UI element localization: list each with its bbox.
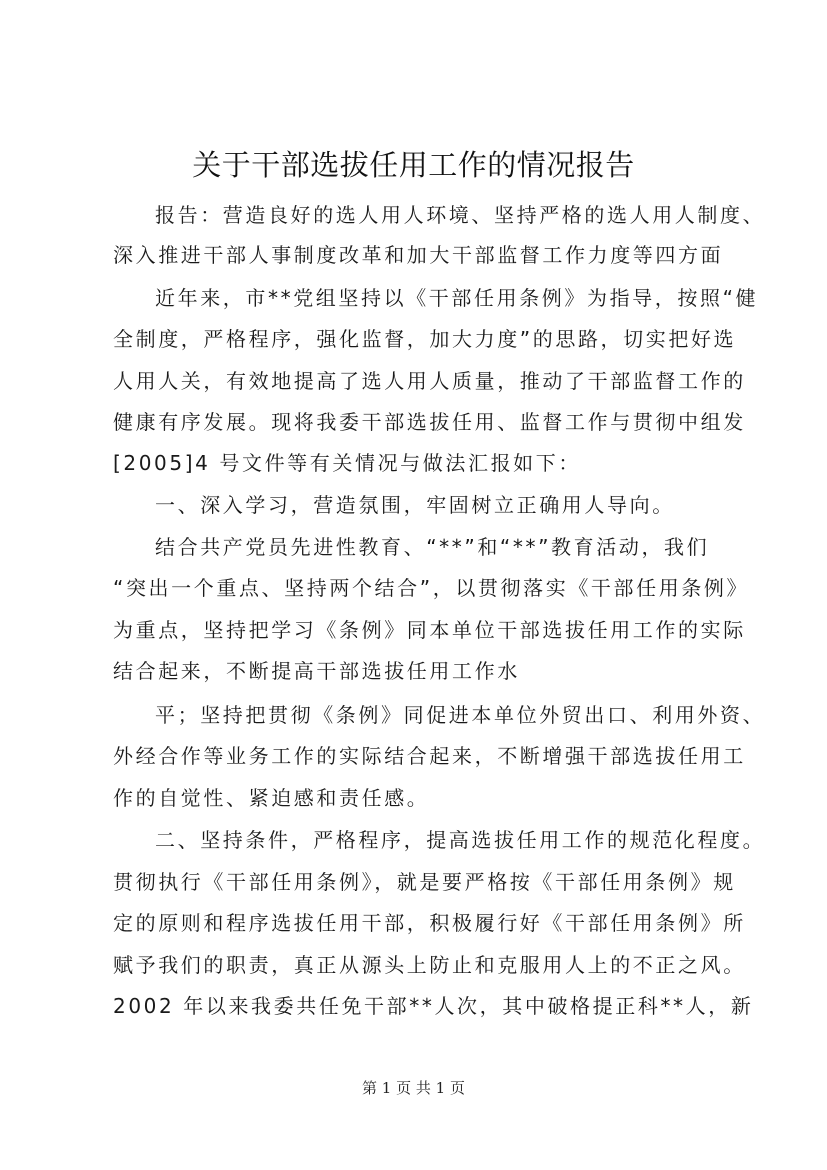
body-line: 平；坚持把贯彻《条例》同促进本单位外贸出口、利用外资、 xyxy=(155,703,766,727)
document-title: 关于干部选拔任用工作的情况报告 xyxy=(192,148,635,182)
page-footer: 第 1 页 共 1 页 xyxy=(362,1079,465,1097)
body-line: 健康有序发展。现将我委干部选拔任用、监督工作与贯彻中组发 xyxy=(113,410,746,434)
body-line: 定的原则和程序选拔任用干部，积极履行好《干部任用条例》所 xyxy=(113,911,746,935)
body-line: [2005]4 号文件等有关情况与做法汇报如下： xyxy=(113,451,581,475)
body-line: 报告：营造良好的选人用人环境、坚持严格的选人用人制度、 xyxy=(155,203,766,227)
body-line: 人用人关，有效地提高了选人用人质量，推动了干部监督工作的 xyxy=(113,369,746,393)
body-line: 作的自觉性、紧迫感和责任感。 xyxy=(113,786,430,810)
body-line: 赋予我们的职责，真正从源头上防止和克服用人上的不正之风。 xyxy=(113,953,746,977)
section-heading: 二、坚持条件，严格程序，提高选拔任用工作的规范化程度。 xyxy=(155,828,766,852)
body-line: 贯彻执行《干部任用条例》，就是要严格按《干部任用条例》规 xyxy=(113,870,736,894)
body-line: 结合起来，不断提高干部选拔任用工作水 xyxy=(113,659,520,683)
body-line: “突出一个重点、坚持两个结合”，以贯彻落实《干部任用条例》 xyxy=(113,576,750,600)
body-line: 深入推进干部人事制度改革和加大干部监督工作力度等四方面 xyxy=(113,243,724,267)
body-line: 外经合作等业务工作的实际结合起来，不断增强干部选拔任用工 xyxy=(113,744,746,768)
body-line: 全制度，严格程序，强化监督，加大力度”的思路，切实把好选 xyxy=(113,327,737,351)
body-line: 近年来，市**党组坚持以《干部任用条例》为指导，按照“健 xyxy=(155,286,759,310)
body-line: 2002 年以来我委共任免干部**人次，其中破格提正科**人，新 xyxy=(113,994,754,1018)
body-line: 为重点，坚持把学习《条例》同本单位干部选拔任用工作的实际 xyxy=(113,618,746,642)
body-line: 结合共产党员先进性教育、“**”和“**”教育活动，我们 xyxy=(155,535,710,559)
section-heading: 一、深入学习，营造氛围，牢固树立正确用人导向。 xyxy=(155,493,675,517)
